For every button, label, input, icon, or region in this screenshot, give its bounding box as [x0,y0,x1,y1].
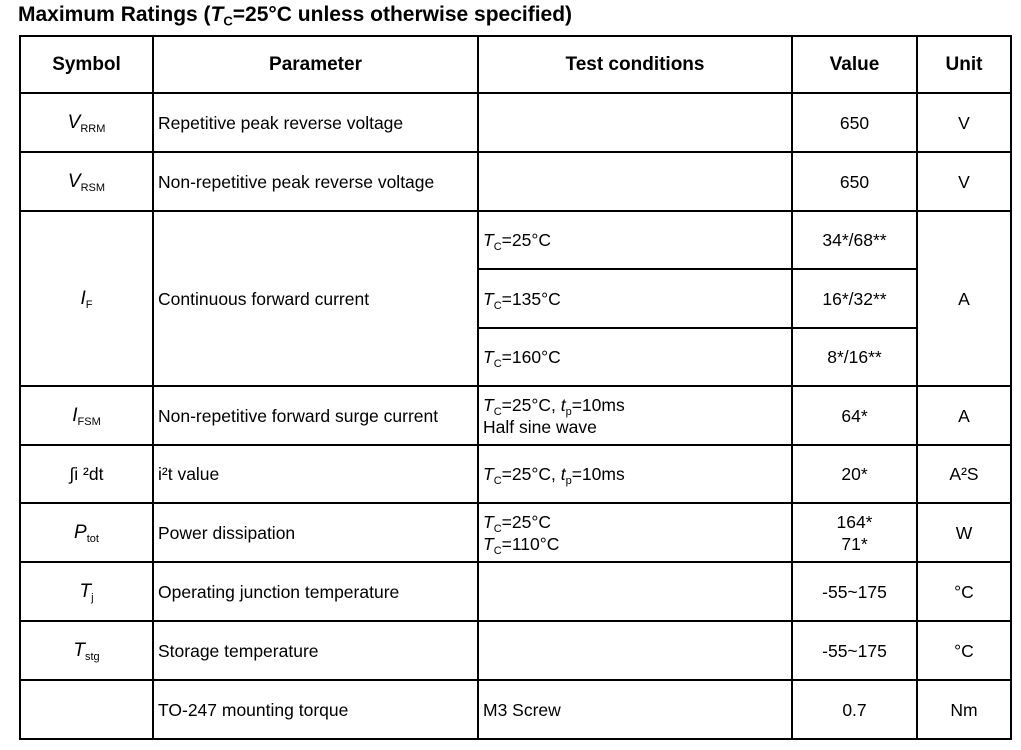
table-row [20,562,1011,621]
conditions-cell: $T_C=25^\circ C$, $t_p=10ms$ Half sine wave [478,386,792,445]
value-cell: -55~175 [792,621,917,680]
value-cell: -55~175 [792,562,917,621]
value-cell: 8*/16** [792,328,917,386]
symbol-cell: $I_F$ [20,211,153,386]
conditions-cell [478,621,792,680]
table-row [20,93,1011,152]
parameter-cell: Non-repetitive peak reverse voltage [153,152,478,211]
symbol-cell [20,680,153,739]
parameter-cell: Continuous forward current [153,211,478,386]
conditions-cell: $T_C=25^\circ C$ $T_C=110^\circ C$ [478,503,792,562]
unit-cell: A [917,211,1011,386]
value-cell: 34*/68** [792,211,917,269]
section-title: Maximum Ratings ($T_C=25^\circ C$ unless otherwise specified) [18,3,573,29]
parameter-cell: i²t value [153,445,478,503]
conditions-cell [478,152,792,211]
parameter-cell: Non-repetitive forward surge current [153,386,478,445]
header-value: Value [792,36,917,93]
conditions-cell: $T_C=135^\circ C$ [478,269,792,328]
symbol-cell: $V_{RRM}$ [20,93,153,152]
table-row [20,152,1011,211]
table-row [20,211,1011,269]
conditions-cell: $T_C=25^\circ C$, $t_p=10ms$ [478,445,792,503]
table-row [20,680,1011,739]
value-cell: 16*/32** [792,269,917,328]
parameter-cell: Repetitive peak reverse voltage [153,93,478,152]
parameter-cell: Operating junction temperature [153,562,478,621]
conditions-cell [478,562,792,621]
unit-cell: W [917,503,1011,562]
parameter-cell: Power dissipation [153,503,478,562]
unit-cell: °C [917,621,1011,680]
table-row [20,445,1011,503]
symbol-cell: $T_{stg}$ [20,621,153,680]
value-cell: 164* 71* [792,503,917,562]
symbol-cell: $P_{tot}$ [20,503,153,562]
maximum-ratings-table [19,35,1012,740]
value-cell: 20* [792,445,917,503]
conditions-cell: M3 Screw [478,680,792,739]
parameter-cell: Storage temperature [153,621,478,680]
unit-cell: A²S [917,445,1011,503]
unit-cell: A [917,386,1011,445]
header-unit: Unit [917,36,1011,93]
symbol-cell: $I_{FSM}$ [20,386,153,445]
symbol-cell: $V_{RSM}$ [20,152,153,211]
table-row [20,386,1011,445]
unit-cell: Nm [917,680,1011,739]
symbol-cell: ∫i ²dt [20,445,153,503]
symbol-cell: $T_j$ [20,562,153,621]
header-parameter: Parameter [153,36,478,93]
value-cell: 650 [792,93,917,152]
conditions-cell: $T_C=25^\circ C$ [478,211,792,269]
table-row [20,621,1011,680]
header-symbol: Symbol [20,36,153,93]
value-cell: 650 [792,152,917,211]
value-cell: 0.7 [792,680,917,739]
header-row [20,36,1011,93]
conditions-cell: $T_C=160^\circ C$ [478,328,792,386]
unit-cell: V [917,93,1011,152]
value-cell: 64* [792,386,917,445]
header-conditions: Test conditions [478,36,792,93]
conditions-cell [478,93,792,152]
unit-cell: V [917,152,1011,211]
table-row [20,503,1011,562]
unit-cell: °C [917,562,1011,621]
parameter-cell: TO-247 mounting torque [153,680,478,739]
